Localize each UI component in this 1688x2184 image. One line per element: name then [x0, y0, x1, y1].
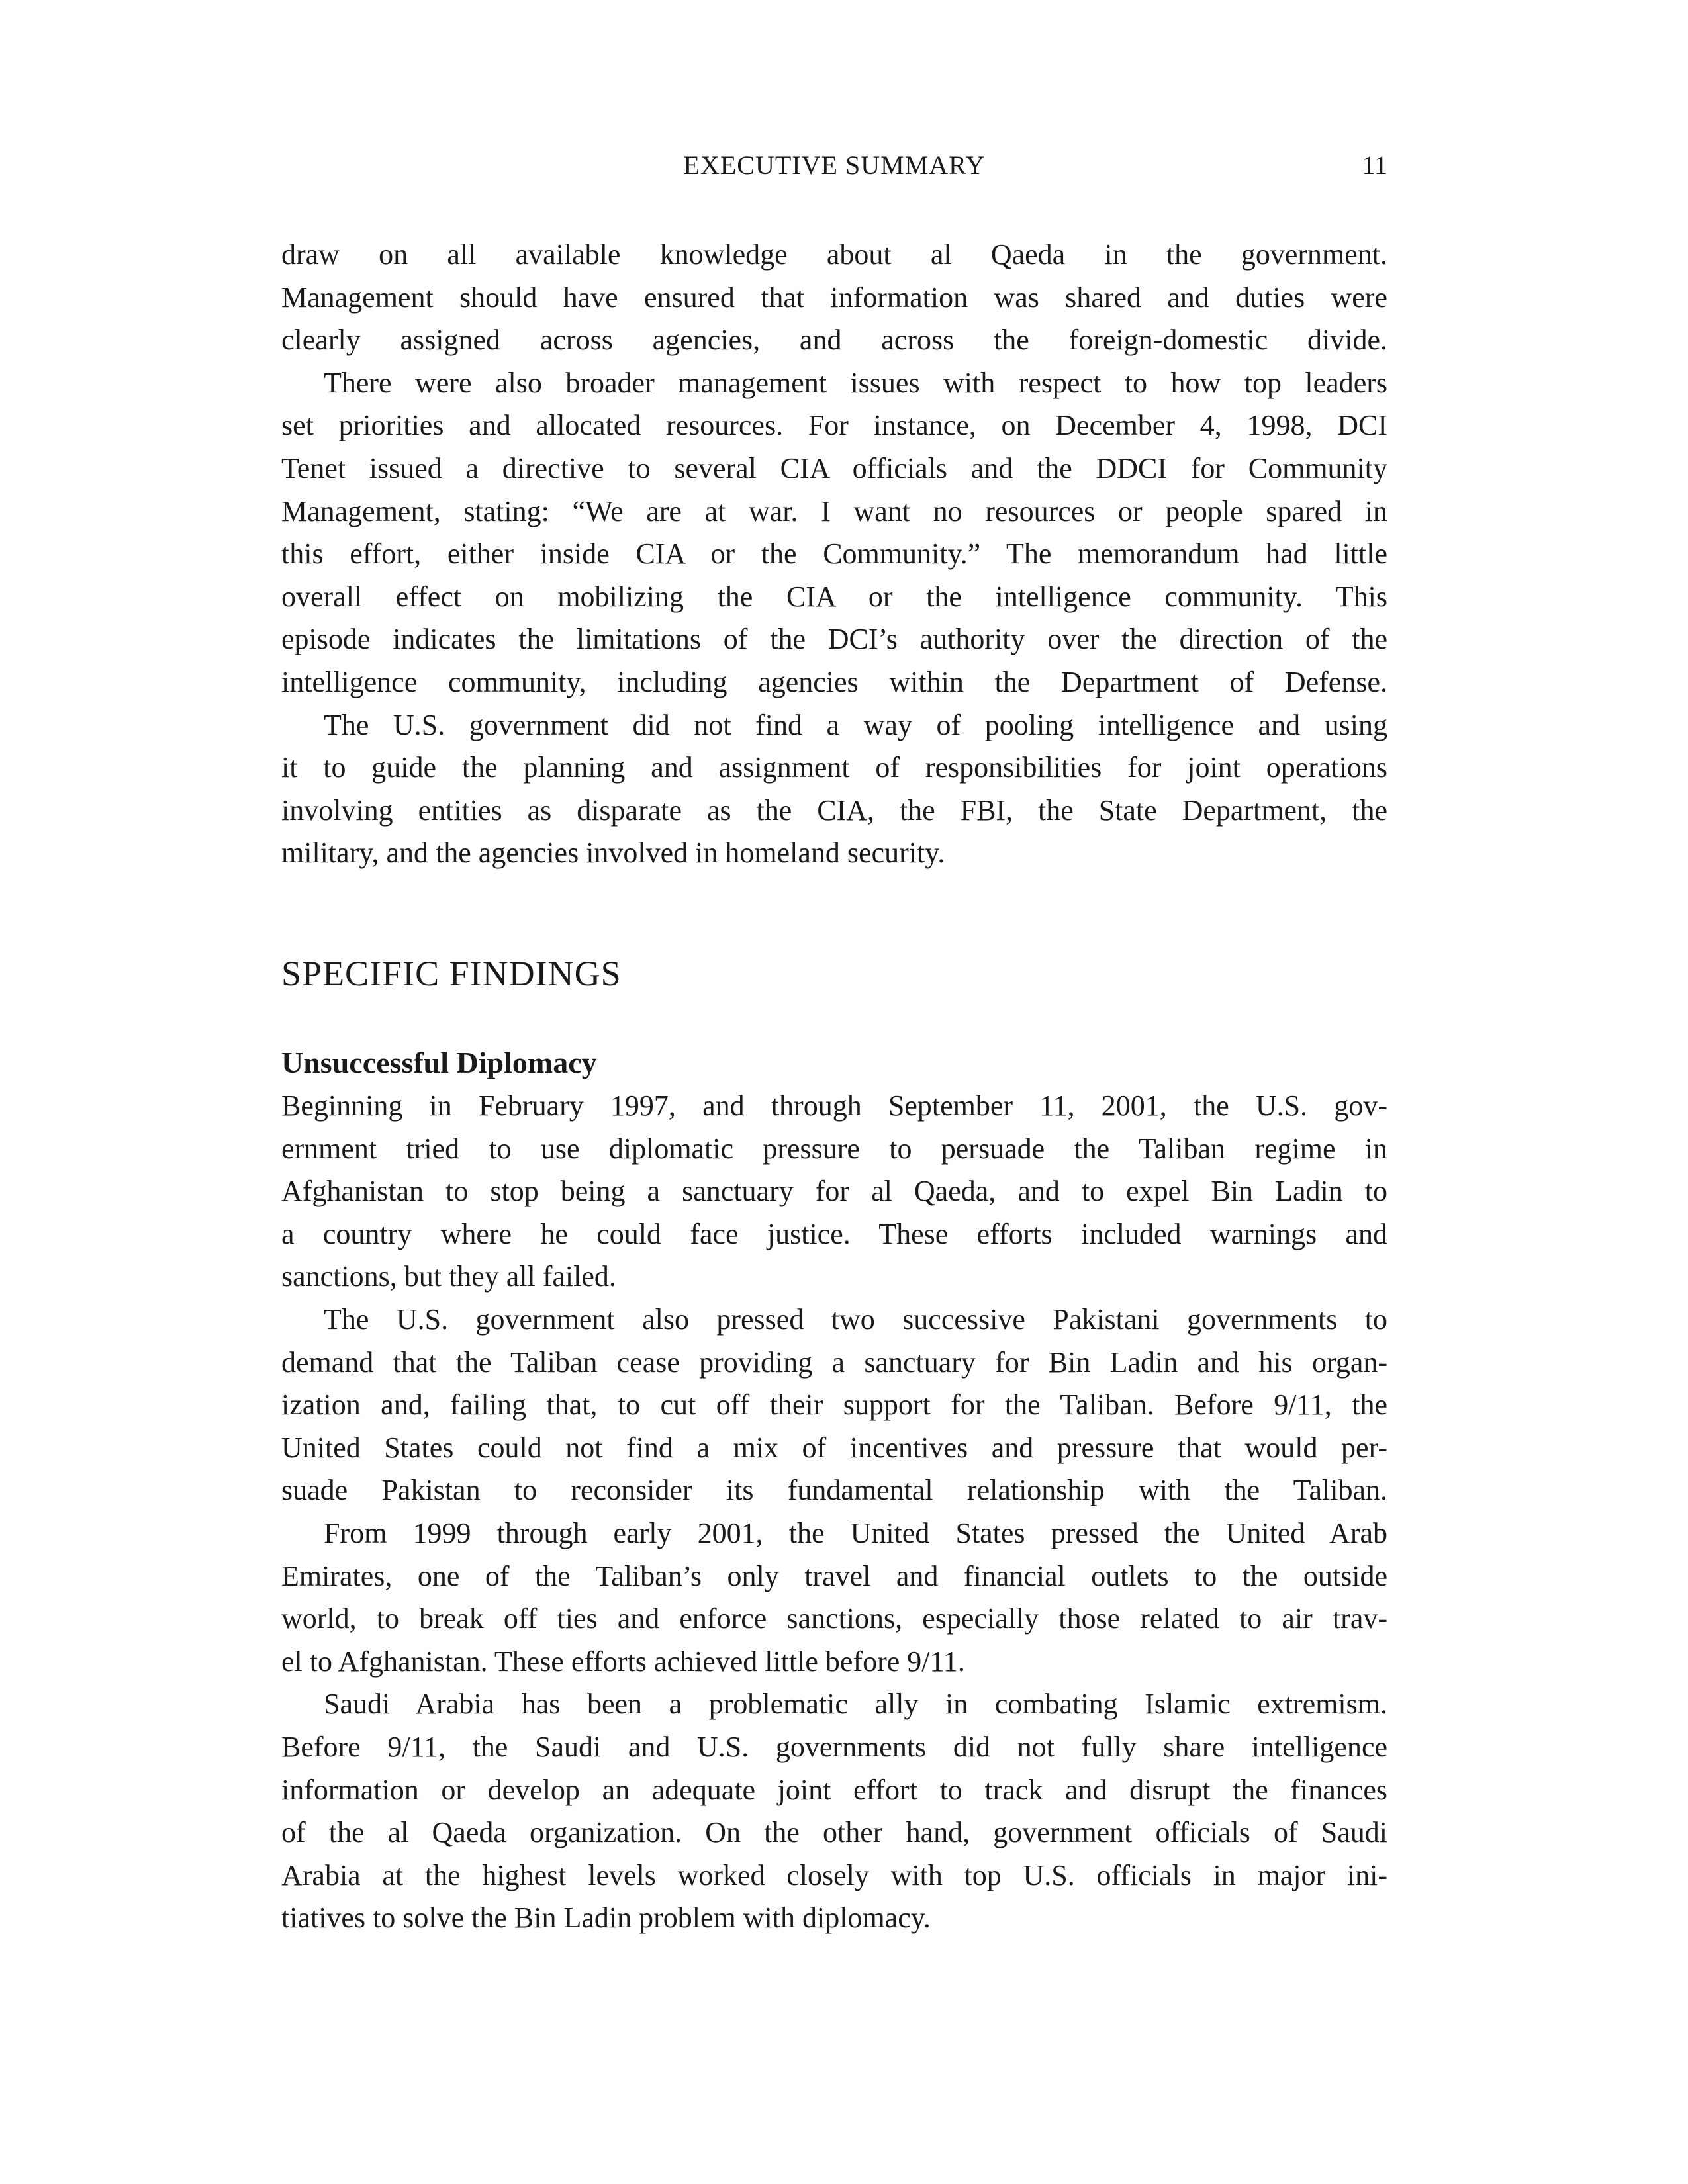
- text-line: There were also broader management issues with respect to how top leaders: [324, 366, 1387, 399]
- paragraph: [281, 234, 1387, 362]
- text-line: set priorities and allocated resources. For instance, on December 4, 1998, DCI: [281, 409, 1387, 442]
- text-line: Management should have ensured that information was shared and duties were: [281, 281, 1387, 314]
- text-line: this effort, either inside CIA or the Community.” The memorandum had little: [281, 537, 1387, 570]
- text-line: involving entities as disparate as the CIA, the FBI, the State Department, the: [281, 794, 1387, 827]
- text-line: information or develop an adequate joint effort to track and disrupt the finances: [281, 1773, 1387, 1806]
- running-header: [281, 150, 1387, 189]
- paragraph: [281, 362, 1387, 704]
- text-line: ernment tried to use diplomatic pressure to persuade the Taliban regime in: [281, 1132, 1387, 1165]
- text-line: clearly assigned across agencies, and across the foreign-domestic divide.: [281, 324, 1387, 357]
- running-title: EXECUTIVE SUMMARY: [683, 150, 986, 180]
- text-line: of the al Qaeda organization. On the other hand, government officials of Saudi: [281, 1816, 1387, 1849]
- section-heading: SPECIFIC FINDINGS: [281, 954, 622, 993]
- text-line: el to Afghanistan. These efforts achieved little before 9/11.: [281, 1645, 965, 1678]
- text-line: Saudi Arabia has been a problematic ally in combating Islamic extremism.: [324, 1688, 1387, 1721]
- text-line: sanctions, but they all failed.: [281, 1260, 616, 1293]
- paragraph: [281, 1085, 1387, 1298]
- text-line: tiatives to solve the Bin Ladin problem with diplomacy.: [281, 1901, 931, 1934]
- text-line: draw on all available knowledge about al Qaeda in the government.: [281, 238, 1387, 271]
- text-line: military, and the agencies involved in homeland security.: [281, 837, 945, 870]
- subheading: Unsuccessful Diplomacy: [281, 1046, 597, 1079]
- text-line: overall effect on mobilizing the CIA or the intelligence community. This: [281, 580, 1387, 613]
- text-line: episode indicates the limitations of the DCI’s authority over the direction of the: [281, 623, 1387, 656]
- text-line: United States could not find a mix of incentives and pressure that would per-: [281, 1431, 1387, 1464]
- text-line: a country where he could face justice. These efforts included warnings and: [281, 1217, 1387, 1250]
- paragraph: [281, 1298, 1387, 1512]
- page-number: 11: [1362, 150, 1387, 180]
- text-line: Emirates, one of the Taliban’s only travel and financial outlets to the outside: [281, 1559, 1387, 1592]
- text-line: Before 9/11, the Saudi and U.S. governments did not fully share intelligence: [281, 1730, 1387, 1763]
- body-text-section-2: [281, 1085, 1387, 1940]
- text-line: The U.S. government did not find a way of pooling intelligence and using: [324, 708, 1387, 741]
- text-line: Beginning in February 1997, and through September 11, 2001, the U.S. gov-: [281, 1089, 1387, 1122]
- paragraph: [281, 1683, 1387, 1940]
- paragraph: [281, 704, 1387, 875]
- text-line: Tenet issued a directive to several CIA officials and the DDCI for Community: [281, 451, 1387, 484]
- text-line: world, to break off ties and enforce sanctions, especially those related to air trav-: [281, 1602, 1387, 1635]
- text-line: From 1999 through early 2001, the United States pressed the United Arab: [324, 1516, 1387, 1549]
- text-line: it to guide the planning and assignment of responsibilities for joint operations: [281, 751, 1387, 784]
- paragraph: [281, 1512, 1387, 1683]
- text-line: Afghanistan to stop being a sanctuary for al Qaeda, and to expel Bin Ladin to: [281, 1175, 1387, 1208]
- text-line: Arabia at the highest levels worked closely with top U.S. officials in major ini-: [281, 1858, 1387, 1891]
- text-line: suade Pakistan to reconsider its fundamental relationship with the Taliban.: [281, 1474, 1387, 1507]
- body-text-section-1: [281, 234, 1387, 875]
- text-line: intelligence community, including agencies within the Department of Defense.: [281, 665, 1387, 698]
- text-line: The U.S. government also pressed two successive Pakistani governments to: [324, 1302, 1387, 1336]
- text-line: Management, stating: “We are at war. I want no resources or people spared in: [281, 494, 1387, 527]
- text-line: demand that the Taliban cease providing a sanctuary for Bin Ladin and his organ-: [281, 1345, 1387, 1379]
- text-line: ization and, failing that, to cut off their support for the Taliban. Before 9/11, the: [281, 1388, 1387, 1422]
